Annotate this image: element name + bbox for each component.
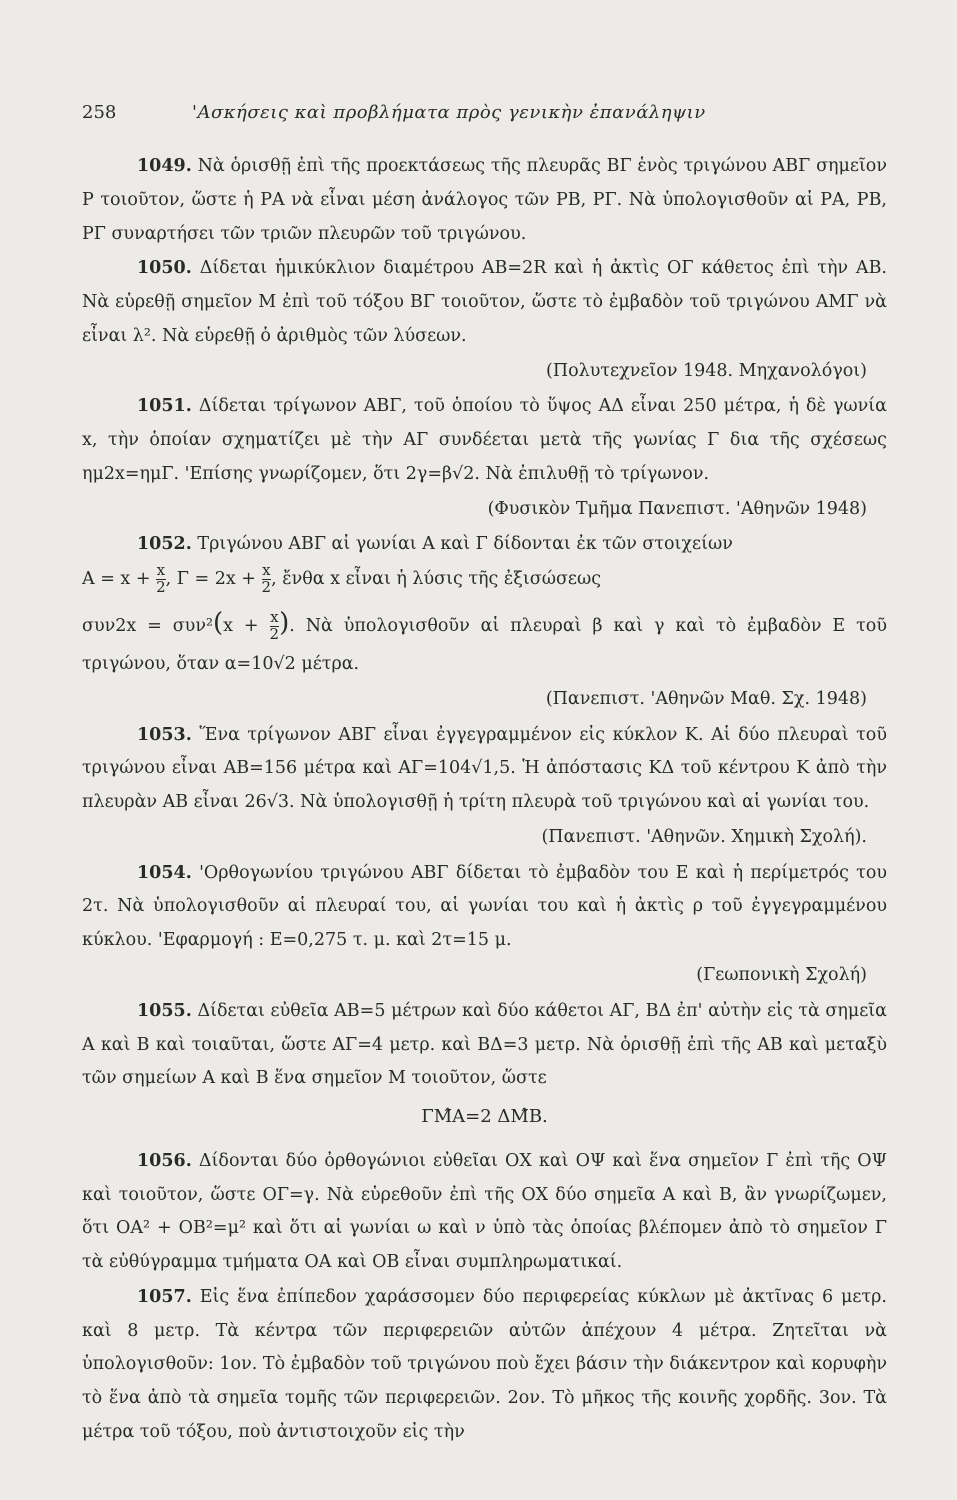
- paren-open: (: [212, 607, 224, 638]
- equation-line: [82, 563, 887, 597]
- problem-1049: [82, 150, 887, 251]
- problem-text: Νὰ ὁρισθῇ ἐπὶ τῆς προεκτάσεως τῆς πλευρᾶς ΒΓ ἑνὸς τριγώνου ΑΒΓ σημεῖον Ρ τοιοῦτον, ὥστε ἡ ΡΑ νὰ εἶναι μέση ἀνάλογος τῶν ΡΒ, ΡΓ. Νὰ ὑπολογισθοῦν αἱ ΡΑ, ΡΒ, ΡΓ συναρτήσει τῶν τριῶν πλευρῶν τοῦ τριγώνου.: [82, 156, 887, 244]
- page-header: [82, 102, 882, 134]
- problem-1052: [82, 528, 887, 562]
- equation-part: , Γ = 2x +: [165, 569, 256, 590]
- problem-source: (Πολυτεχνεῖον 1948. Μηχανολόγοι): [546, 360, 867, 381]
- problem-source: (Πανεπιστ. 'Αθηνῶν Μαθ. Σχ. 1948): [545, 688, 867, 709]
- problem-text: Δίδονται δύο ὀρθογώνιοι εὐθεῖαι ΟΧ καὶ ΟΨ καὶ ἕνα σημεῖον Γ ἐπὶ τῆς ΟΨ καὶ τοιοῦτον, ὥστε ΟΓ=γ. Νὰ εὑρεθοῦν ἐπὶ τῆς ΟΧ δύο σημεῖα Α καὶ Β, ἂν γνωρίζωμεν, ὅτι ΟΑ² + ΟΒ²=μ² καὶ ὅτι αἱ γωνίαι ω καὶ ν ὑπὸ τὰς ὁποίας βλέπομεν ἀπὸ τὸ σημεῖον Γ τὰ εὐθύγραμμα τμήματα ΟΑ καὶ ΟΒ εἶναι συμπληρωματικαί.: [82, 1150, 887, 1273]
- equation-line: [82, 598, 887, 682]
- problem-number: 1055.: [137, 1000, 192, 1021]
- fraction: [270, 610, 280, 643]
- page-number: 258: [82, 102, 117, 123]
- problem-source: (Φυσικὸν Τμῆμα Πανεπιστ. 'Αθηνῶν 1948): [487, 498, 867, 519]
- fraction-numerator: x: [156, 561, 166, 580]
- running-title: 'Ασκήσεις καὶ προβλήματα πρὸς γενικὴν ἐπανάληψιν: [192, 102, 706, 123]
- problem-1050: [82, 252, 887, 353]
- problem-text: Τριγώνου ΑΒΓ αἱ γωνίαι Α καὶ Γ δίδονται ἐκ τῶν στοιχείων: [197, 534, 733, 555]
- problem-1057: [82, 1281, 887, 1450]
- problem-text: Ἕνα τρίγωνον ΑΒΓ εἶναι ἐγγεγραμμένον εἰς κύκλον Κ. Αἱ δύο πλευραὶ τοῦ τριγώνου εἶναι ΑΒ=156 μέτρα καὶ ΑΓ=104√1,5. Ἡ ἀπόστασις ΚΔ τοῦ κέντρου Κ ἀπὸ τὴν πλευρὰν ΑΒ εἶναι 26√3. Νὰ ὑπολογισθῇ ἡ τρίτη πλευρὰ τοῦ τριγώνου καὶ αἱ γωνίαι του.: [82, 724, 887, 813]
- problem-text: Δίδεται εὐθεῖα ΑΒ=5 μέτρων καὶ δύο κάθετοι ΑΓ, ΒΔ ἐπ' αὐτὴν εἰς τὰ σημεῖα Α καὶ Β καὶ τοιαῦται, ὥστε ΑΓ=4 μετρ. καὶ ΒΔ=3 μετρ. Νὰ ὁρισθῇ ἐπὶ τῆς ΑΒ καὶ μεταξὺ τῶν σημείων Α καὶ Β ἕνα σημεῖον Μ τοιοῦτον, ὥστε: [82, 1000, 887, 1089]
- problem-number: 1051.: [137, 396, 192, 417]
- problem-1053: [82, 719, 887, 820]
- angle-formula: ΓΜ̂Α=2 ΔΜ̂Β.: [421, 1106, 548, 1128]
- problem-1051: [82, 390, 887, 491]
- problem-number: 1057.: [137, 1286, 192, 1307]
- fraction-numerator: x: [270, 608, 279, 627]
- fraction: [156, 563, 166, 596]
- equation-part: , ἔνθα x εἶναι ἡ λύσις τῆς ἐξισώσεως: [271, 569, 602, 590]
- problem-number: 1054.: [137, 862, 192, 883]
- problem-text: Δίδεται ἡμικύκλιον διαμέτρου ΑΒ=2R καὶ ἡ ἀκτὶς ΟΓ κάθετος ἐπὶ τὴν ΑΒ. Νὰ εὑρεθῇ σημεῖον Μ ἐπὶ τοῦ τόξου ΒΓ τοιοῦτον, ὥστε τὸ ἐμβαδὸν τοῦ τριγώνου ΑΜΓ νὰ εἶναι λ². Νὰ εὑρεθῇ ὁ ἀριθμὸς τῶν λύσεων.: [82, 258, 887, 346]
- problem-1056: [82, 1145, 887, 1280]
- fraction-denominator: 2: [261, 578, 272, 597]
- fraction-denominator: 2: [156, 578, 166, 597]
- equation-part: Α = x +: [82, 569, 151, 590]
- equation-part: συν2x = συν²: [82, 615, 213, 636]
- problem-number: 1056.: [137, 1150, 192, 1171]
- problem-1054: [82, 857, 887, 958]
- page-body: [82, 150, 887, 1451]
- problem-text: Δίδεται τρίγωνον ΑΒΓ, τοῦ ὁποίου τὸ ὕψος ΑΔ εἶναι 250 μέτρα, ἡ δὲ γωνία x, τὴν ὁποίαν σχηματίζει μὲ τὴν ΑΓ συνδέεται μετὰ τῆς γωνίας Γ δια τῆς σχέσεως ημ2x=ημΓ. 'Επίσης γνωρίζομεν, ὅτι 2γ=β√2. Νὰ ἐπιλυθῇ τὸ τρίγωνον.: [82, 396, 887, 484]
- equation-part: . Νὰ ὑπολογισθοῦν αἱ πλευραὶ β καὶ γ καὶ τὸ ἐμβαδὸν Ε τοῦ τριγώνου, ὅταν α=10√2 μέτρα.: [82, 615, 887, 675]
- problem-1055: [82, 995, 887, 1096]
- fraction: [262, 563, 272, 596]
- problem-text: Εἰς ἕνα ἐπίπεδον χαράσσομεν δύο περιφερείας κύκλων μὲ ἀκτῖνας 6 μετρ. καὶ 8 μετρ. Τὰ κέντρα τῶν περιφερειῶν αὐτῶν ἀπέχουν 4 μέτρα. Ζητεῖται νὰ ὑπολογισθοῦν: 1ον. Τὸ ἐμβαδὸν τοῦ τριγώνου ποὺ ἔχει βάσιν τὴν διάκεντρον καὶ κορυφὴν τὸ ἕνα ἀπὸ τὰ σημεῖα τομῆς τῶν περιφερειῶν. 2ον. Τὸ μῆκος τῆς κοινῆς χορδῆς. 3ον. Τὰ μέτρα τοῦ τόξου, ποὺ ἀντιστοιχοῦν εἰς τὴν: [82, 1286, 887, 1442]
- equation-part: x +: [223, 615, 259, 636]
- problem-number: 1050.: [137, 258, 192, 279]
- problem-number: 1052.: [137, 534, 192, 555]
- problem-source: (Πανεπιστ. 'Αθηνῶν. Χημικὴ Σχολή).: [541, 826, 867, 847]
- paren-close: ): [279, 607, 290, 638]
- problem-source: (Γεωπονικὴ Σχολή): [696, 965, 867, 986]
- problem-text: 'Ορθογωνίου τριγώνου ΑΒΓ δίδεται τὸ ἐμβαδὸν του Ε καὶ ἡ περίμετρός του 2τ. Νὰ ὑπολογισθοῦν αἱ πλευραί του, αἱ γωνίαι του καὶ ἡ ἀκτὶς ρ τοῦ ἐγγεγραμμένου κύκλου. 'Εφαρμογή : Ε=0,275 τ. μ. καὶ 2τ=15 μ.: [82, 862, 887, 951]
- problem-number: 1049.: [137, 156, 192, 176]
- fraction-numerator: x: [262, 561, 271, 580]
- fraction-denominator: 2: [269, 624, 280, 643]
- problem-number: 1053.: [137, 724, 192, 745]
